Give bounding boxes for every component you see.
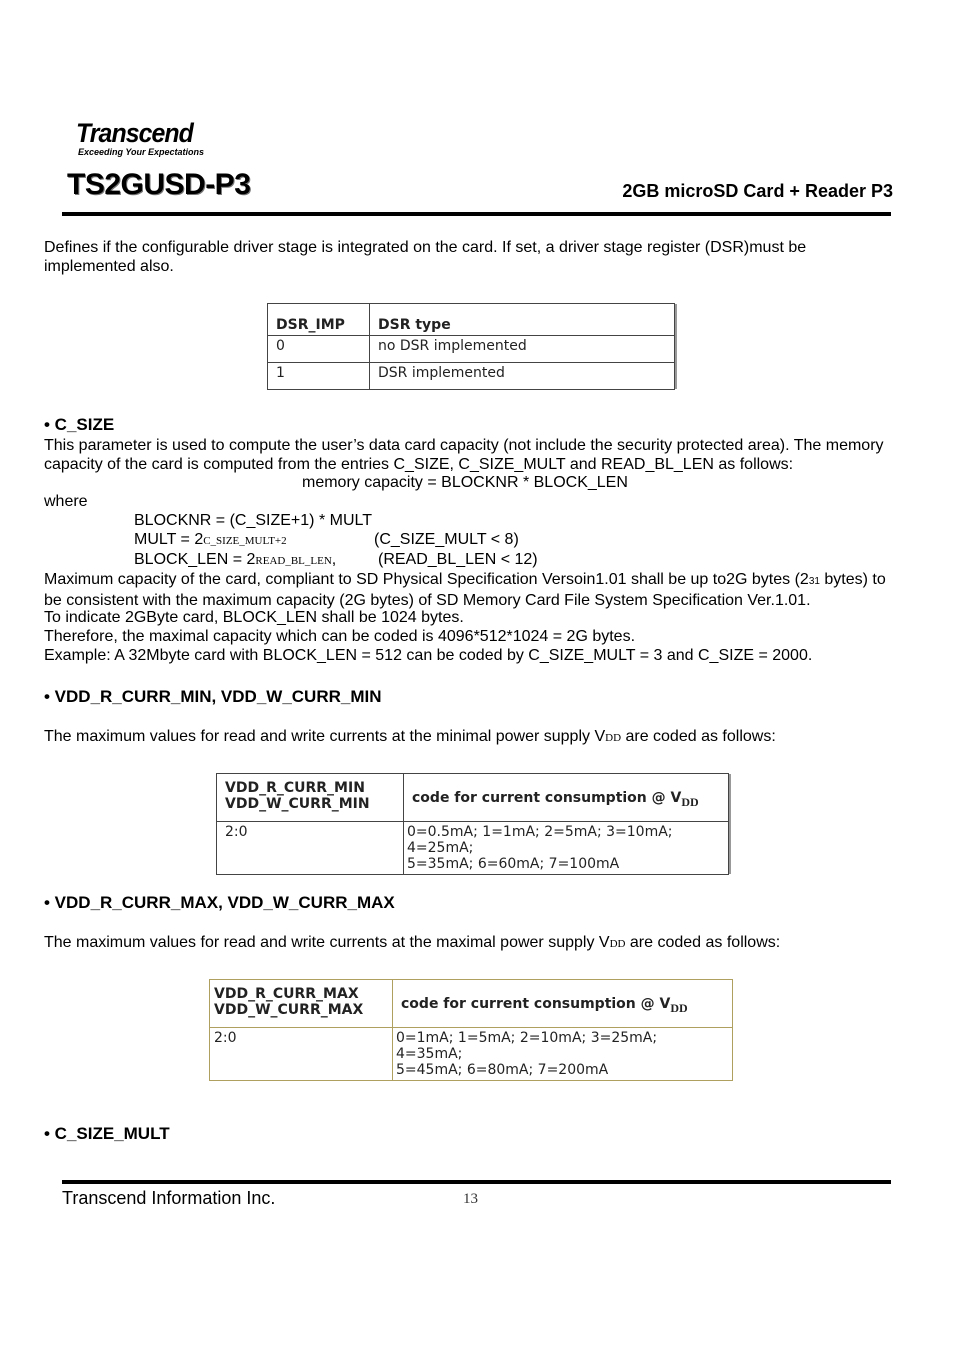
block-len-condition: (READ_BL_LEN < 12) xyxy=(378,551,538,568)
capacity-formula: memory capacity = BLOCKNR * BLOCK_LEN xyxy=(302,474,628,491)
max-capacity-text: Maximum capacity of the card, compliant to SD Physical Specification Versoin1.01 shall be up to2G bytes (2 xyxy=(44,571,809,588)
curr-min-dd: DD xyxy=(605,732,622,744)
curr-max-header-write: VDD_W_CURR_MAX xyxy=(214,1002,364,1018)
max-capacity-exponent: 31 xyxy=(808,576,820,587)
mult-condition: (C_SIZE_MULT < 8) xyxy=(374,531,519,548)
page-number: 13 xyxy=(463,1191,478,1207)
therefore-line: Therefore, the maximal capacity which can be coded is 4096*512*1024 = 2G bytes. xyxy=(44,628,636,645)
c-size-paragraph: This parameter is used to compute the user’s data card capacity (not include the security protected area). The memory capacity of the card is computed from the entries C_SIZE, C_SIZE_MULT and READ_BL_LEN as follows: xyxy=(44,437,884,473)
block-len-exponent: READ_BL_LEN xyxy=(255,555,332,567)
blocknr-formula: BLOCKNR = (C_SIZE+1) * MULT xyxy=(134,512,372,529)
table-header-cell xyxy=(217,774,404,822)
intro-paragraph: Defines if the configurable driver stage is integrated on the card. If set, a driver stage register (DSR)must be implemented also. xyxy=(44,239,807,275)
footer-rule xyxy=(62,1180,891,1184)
curr-max-paragraph xyxy=(44,933,904,954)
header-rule xyxy=(62,212,891,216)
curr-max-values-line1: 0=1mA; 1=5mA; 2=10mA; 3=25mA; 4=35mA; xyxy=(396,1030,658,1062)
table-row xyxy=(268,336,675,363)
section-heading-curr-max: • VDD_R_CURR_MAX, VDD_W_CURR_MAX xyxy=(44,893,395,912)
curr-min-header-code: code for current consumption @ V xyxy=(412,789,682,806)
table-row xyxy=(217,822,729,875)
where-label: where xyxy=(44,493,88,510)
curr-min-header-write: VDD_W_CURR_MIN xyxy=(225,796,370,812)
logo-wordmark: Transcend xyxy=(76,118,193,148)
section-heading-c-size: • C_SIZE xyxy=(44,415,115,434)
curr-min-header-dd: DD xyxy=(681,794,699,809)
table-cell: 1 xyxy=(268,363,370,390)
curr-max-text-cont: are coded as follows: xyxy=(625,934,781,951)
curr-max-values-line2: 5=45mA; 6=80mA; 7=200mA xyxy=(396,1062,609,1078)
curr-max-header-read: VDD_R_CURR_MAX xyxy=(214,986,359,1002)
table-header-cell xyxy=(404,774,729,822)
curr-min-table xyxy=(216,773,729,875)
block-len-base: BLOCK_LEN = 2 xyxy=(134,551,256,568)
table-cell: 2:0 xyxy=(217,822,404,875)
curr-max-dd: DD xyxy=(609,938,626,950)
curr-min-values-line2: 5=35mA; 6=60mA; 7=100mA xyxy=(407,856,620,872)
mult-formula xyxy=(134,531,287,549)
curr-max-table xyxy=(209,979,733,1081)
table-header-cell: DSR type xyxy=(370,304,675,336)
table-cell: DSR implemented xyxy=(370,363,675,390)
table-header-cell xyxy=(393,980,733,1028)
dsr-table xyxy=(267,303,675,390)
mult-base: MULT = 2 xyxy=(134,531,204,548)
section-heading-curr-min: • VDD_R_CURR_MIN, VDD_W_CURR_MIN xyxy=(44,687,382,706)
max-capacity-paragraph xyxy=(44,570,904,610)
block-len-formula xyxy=(134,551,336,569)
document-title: 2GB microSD Card + Reader P3 xyxy=(622,181,893,201)
curr-max-text: The maximum values for read and write currents at the maximal power supply V xyxy=(44,934,610,951)
footer-company: Transcend Information Inc. xyxy=(62,1188,276,1208)
curr-min-header-read: VDD_R_CURR_MIN xyxy=(225,780,365,796)
curr-max-header-dd: DD xyxy=(670,1000,688,1015)
mult-exponent: C_SIZE_MULT+2 xyxy=(203,535,287,547)
table-cell: no DSR implemented xyxy=(370,336,675,363)
table-header-cell xyxy=(210,980,393,1028)
curr-min-text-cont: are coded as follows: xyxy=(621,728,776,745)
table-header-cell: DSR_IMP xyxy=(268,304,370,336)
table-cell xyxy=(404,822,729,875)
max-capacity-text-cont: bytes) to be consistent with the maximum capacity (2G bytes) of SD Memory Card File System Specification Ver.1.01. xyxy=(44,571,886,609)
curr-min-values-line1: 0=0.5mA; 1=1mA; 2=5mA; 3=10mA; 4=25mA; xyxy=(407,824,673,856)
curr-min-text: The maximum values for read and write currents at the minimal power supply V xyxy=(44,728,606,745)
block-len-comma: , xyxy=(331,551,337,568)
curr-max-header-code: code for current consumption @ V xyxy=(401,995,671,1012)
table-row xyxy=(268,363,675,390)
logo-tagline: Exceeding Your Expectations xyxy=(78,147,205,157)
indicate-line: To indicate 2GByte card, BLOCK_LEN shall be 1024 bytes. xyxy=(44,609,464,626)
curr-min-paragraph xyxy=(44,727,904,748)
table-cell: 0 xyxy=(268,336,370,363)
table-cell: 2:0 xyxy=(210,1028,393,1081)
section-heading-c-size-mult: • C_SIZE_MULT xyxy=(44,1124,170,1143)
table-row xyxy=(210,1028,733,1081)
product-code: TS2GUSD-P3 xyxy=(67,168,251,201)
example-line: Example: A 32Mbyte card with BLOCK_LEN = 512 can be coded by C_SIZE_MULT = 3 and C_SIZE = 2000. xyxy=(44,647,813,664)
table-cell xyxy=(393,1028,733,1081)
